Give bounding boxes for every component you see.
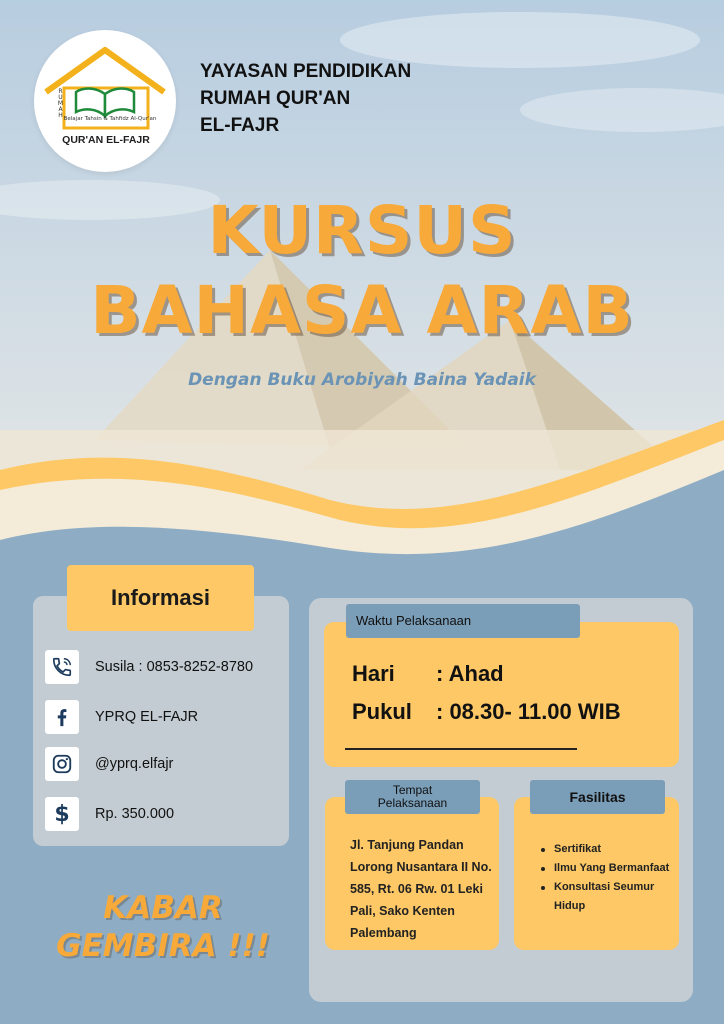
facebook-icon [45,700,79,734]
schedule-heading: Waktu Pelaksanaan [346,604,580,638]
instagram-icon [45,747,79,781]
schedule-time-row [352,699,621,725]
title-line-1: KURSUS [207,192,517,269]
info-instagram-text: @yprq.elfajr [95,756,174,772]
dollar-icon: $ [45,797,79,831]
facility-item: Sertifikat [540,840,680,859]
phone-icon [45,650,79,684]
facilities-heading: Fasilitas [530,780,665,814]
logo-vertical-text: RUMAH [57,88,64,118]
info-row-instagram [45,747,173,781]
facilities-list [540,840,680,916]
announcement-line-1: KABAR [103,890,223,926]
facility-item: Konsultasi Seumur Hidup [540,878,680,916]
schedule-day-row [352,661,504,687]
location-heading-line-1: Tempat [392,783,433,797]
org-line-2: RUMAH QUR'AN [200,88,351,109]
facility-item: Ilmu Yang Bermanfaat [540,859,680,878]
schedule-divider [345,748,577,750]
schedule-day-value: : Ahad [436,661,504,686]
organization-name [200,58,411,139]
org-line-1: YAYASAN PENDIDIKAN [200,61,412,82]
info-phone-text: Susila : 0853-8252-8780 [95,659,254,675]
title-line-2: BAHASA ARAB [90,272,634,349]
schedule-day-label: Hari [352,661,395,686]
logo [34,30,176,172]
info-row-facebook [45,700,198,734]
logo-name: QUR'AN EL-FAJR [62,134,150,146]
location-address: Jl. Tanjung Pandan Lorong Nusantara II No. 585, Rt. 06 Rw. 01 Leki Pali, Sako Kenten Palembang [350,838,492,940]
schedule-time-value: : 08.30- 11.00 WIB [436,699,621,724]
info-heading: Informasi [67,565,254,631]
subtitle: Dengan Buku Arobiyah Baina Yadaik [188,370,536,390]
location-heading-line-2: Pelaksanaan [377,796,448,810]
org-line-3: EL-FAJR [200,115,280,136]
schedule-box [324,622,679,767]
announcement-line-2: GEMBIRA !!! [56,928,270,964]
info-facebook-text: YPRQ EL-FAJR [95,709,199,725]
schedule-time-label: Pukul [352,699,412,724]
info-row-price [45,797,174,831]
location-heading [345,780,480,814]
info-row-phone [45,650,253,684]
logo-tagline: Belajar Tahsin & Tahfidz Al-Qur'an [63,116,157,122]
info-price-text: Rp. 350.000 [95,806,175,822]
